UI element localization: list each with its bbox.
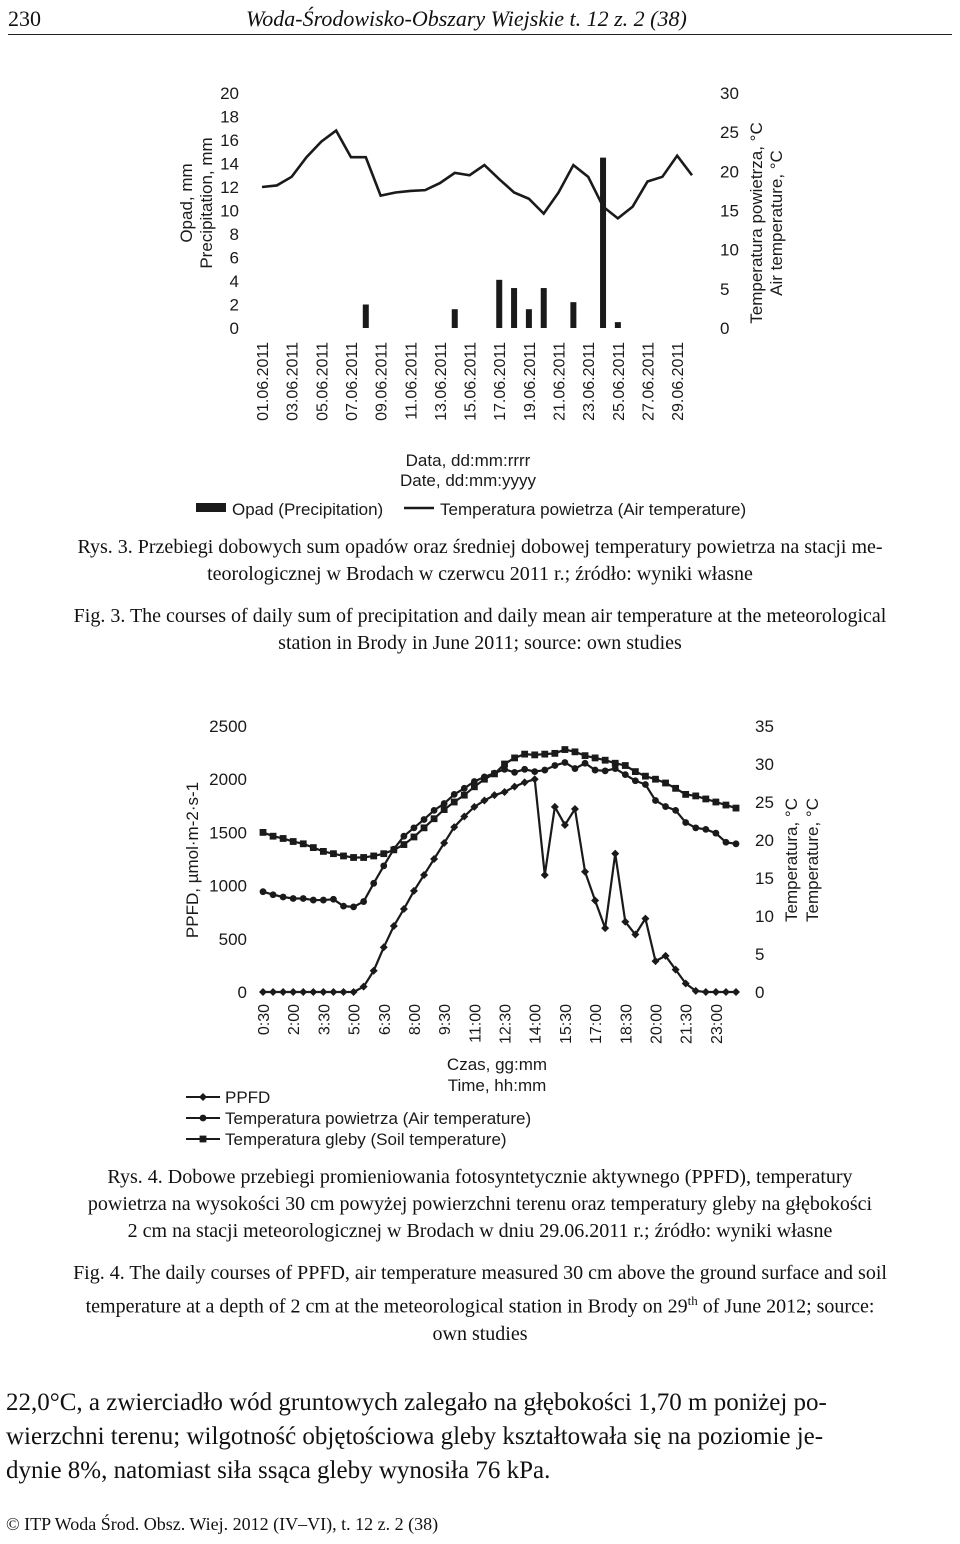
series-line-ppfd <box>263 779 736 992</box>
x-tick-label: 09.06.2011 <box>373 342 391 421</box>
x-tick-label: 9:30 <box>437 1004 455 1036</box>
y-axis-title-right: Temperatura powietrza, °C <box>747 122 766 324</box>
data-point-soil-temperature <box>280 835 287 842</box>
data-point-air-temperature <box>541 767 548 774</box>
y-tick-label-left: 2 <box>229 295 239 315</box>
body-paragraph <box>6 1386 950 1488</box>
data-point-soil-temperature <box>521 751 528 758</box>
data-point-air-temperature <box>441 800 448 807</box>
data-point-soil-temperature <box>712 799 719 806</box>
y-tick-label-left: 6 <box>229 248 239 268</box>
data-point-air-temperature <box>733 840 740 847</box>
x-axis-title: Date, dd:mm:yyyy <box>399 471 537 490</box>
x-tick-label: 0:30 <box>256 1004 273 1036</box>
caption-line <box>20 1287 940 1321</box>
data-point-ppfd <box>521 778 529 786</box>
y-tick-label-left: 10 <box>220 201 239 221</box>
x-tick-label: 01.06.2011 <box>255 342 272 421</box>
data-point-ppfd <box>712 988 720 996</box>
data-point-ppfd <box>309 988 317 996</box>
data-point-air-temperature <box>360 898 367 905</box>
x-tick-label: 5:00 <box>346 1004 364 1036</box>
data-point-air-temperature <box>602 767 609 774</box>
data-point-air-temperature <box>380 862 387 869</box>
y-axis-title-right: Temperatura, °C <box>782 798 801 922</box>
journal-title: Woda-Środowisko-Obszary Wiejskie t. 12 z. 2 (38) <box>246 6 687 31</box>
data-point-soil-temperature <box>491 770 498 777</box>
data-point-air-temperature <box>280 894 287 901</box>
data-point-soil-temperature <box>270 833 277 840</box>
data-point-air-temperature <box>310 897 317 904</box>
data-point-ppfd <box>289 988 297 996</box>
data-point-air-temperature <box>451 791 458 798</box>
caption-line: powietrza na wysokości 30 cm powyżej powierzchni terenu oraz temperatury gleby na głębokości <box>87 1193 873 1215</box>
figure-4-caption-en <box>20 1260 940 1348</box>
data-point-soil-temperature <box>411 834 418 841</box>
data-point-ppfd <box>702 988 710 996</box>
data-point-ppfd <box>732 988 740 996</box>
data-point-ppfd <box>490 791 498 799</box>
data-point-soil-temperature <box>592 755 599 762</box>
data-point-air-temperature <box>712 830 719 837</box>
figure-3-caption-en <box>20 603 940 657</box>
data-point-soil-temperature <box>672 785 679 792</box>
figure-3-chart <box>0 78 960 530</box>
y-tick-label-left: 0 <box>229 319 239 338</box>
data-point-soil-temperature <box>260 829 267 836</box>
y-axis-title-right: Temperature, °C <box>803 798 822 922</box>
y-tick-label-right: 20 <box>720 162 739 182</box>
data-point-air-temperature <box>572 765 579 772</box>
data-point-ppfd <box>722 988 730 996</box>
data-point-soil-temperature <box>682 791 689 798</box>
data-point-air-temperature <box>330 896 337 903</box>
x-tick-label: 11:00 <box>467 1004 485 1043</box>
y-tick-label-left: 20 <box>220 84 239 103</box>
data-point-ppfd <box>531 775 539 783</box>
x-tick-label: 6:30 <box>376 1004 394 1036</box>
data-point-soil-temperature <box>421 824 428 831</box>
precipitation-bar <box>511 288 517 328</box>
precipitation-bar <box>600 158 606 328</box>
y-tick-label-right: 10 <box>755 907 774 926</box>
x-tick-label: 21:30 <box>678 1004 696 1045</box>
legend-swatch-precipitation <box>196 503 226 512</box>
data-point-soil-temperature <box>461 792 468 799</box>
x-axis-title: Time, hh:mm <box>447 1076 547 1095</box>
page-footer: © ITP Woda Środ. Obsz. Wiej. 2012 (IV–VI), t. 12 z. 2 (38) <box>6 1514 439 1534</box>
y-tick-label-left: 1000 <box>209 876 247 896</box>
legend-label: Temperatura powietrza (Air temperature) <box>225 1109 532 1128</box>
y-axis-title-right: Air temperature, °C <box>767 150 786 296</box>
data-point-soil-temperature <box>662 780 669 787</box>
y-tick-label-right: 35 <box>755 717 774 736</box>
data-point-air-temperature <box>370 880 377 887</box>
x-tick-label: 19.06.2011 <box>521 342 539 421</box>
data-point-soil-temperature <box>481 776 488 783</box>
y-tick-label-left: 2000 <box>209 770 247 790</box>
data-point-air-temperature <box>290 895 297 902</box>
figure-3-caption-pl <box>20 534 940 588</box>
data-point-air-temperature <box>300 895 307 902</box>
data-point-soil-temperature <box>380 850 387 857</box>
data-point-soil-temperature <box>642 773 649 780</box>
y-tick-label-left: 12 <box>220 178 239 197</box>
data-point-soil-temperature <box>723 802 730 809</box>
data-point-soil-temperature <box>501 761 508 768</box>
air-temperature-line <box>262 131 692 219</box>
data-point-ppfd <box>501 788 509 796</box>
data-point-soil-temperature <box>370 853 377 860</box>
x-tick-label: 2:00 <box>286 1004 304 1036</box>
paragraph-line: 22,0°C, a zwierciadło wód gruntowych zalegało na głębokości 1,70 m poniżej po- <box>6 1389 827 1416</box>
data-point-ppfd <box>329 988 337 996</box>
data-point-air-temperature <box>431 807 438 814</box>
data-point-ppfd <box>651 957 659 965</box>
data-point-ppfd <box>541 871 549 879</box>
data-point-air-temperature <box>592 767 599 774</box>
data-point-soil-temperature <box>350 854 357 861</box>
data-point-soil-temperature <box>451 799 458 806</box>
figure-4-caption-pl <box>20 1164 940 1245</box>
data-point-air-temperature <box>723 839 730 846</box>
y-tick-label-right: 30 <box>720 84 739 103</box>
legend-label: Opad (Precipitation) <box>232 500 384 519</box>
data-point-ppfd <box>279 988 287 996</box>
data-point-soil-temperature <box>551 750 558 757</box>
data-point-ppfd <box>319 988 327 996</box>
caption-line: Rys. 3. Przebiegi dobowych sum opadów oraz średniej dobowej temperatury powietrza na stacji me- <box>77 536 883 558</box>
data-point-soil-temperature <box>290 838 297 845</box>
data-point-soil-temperature <box>431 815 438 822</box>
data-point-soil-temperature <box>471 783 478 790</box>
data-point-soil-temperature <box>602 757 609 764</box>
data-point-ppfd <box>611 850 619 858</box>
data-point-air-temperature <box>632 777 639 784</box>
y-tick-label-left: 0 <box>237 983 247 1002</box>
data-point-air-temperature <box>672 807 679 814</box>
data-point-air-temperature <box>531 768 538 775</box>
legend-marker <box>199 1093 207 1101</box>
y-tick-label-right: 15 <box>755 869 774 888</box>
x-tick-label: 14:00 <box>527 1004 545 1045</box>
data-point-soil-temperature <box>733 805 740 812</box>
data-point-air-temperature <box>692 824 699 831</box>
data-point-ppfd <box>299 988 307 996</box>
data-point-air-temperature <box>582 760 589 767</box>
data-point-air-temperature <box>350 903 357 910</box>
data-point-soil-temperature <box>300 840 307 847</box>
y-tick-label-left: 18 <box>220 107 239 127</box>
legend-marker <box>200 1115 207 1122</box>
data-point-ppfd <box>591 896 599 904</box>
y-tick-label-right: 30 <box>755 755 774 774</box>
data-point-soil-temperature <box>572 748 579 755</box>
caption-fragment: of June 2012; source: <box>697 1295 875 1318</box>
data-point-soil-temperature <box>330 850 337 857</box>
x-tick-label: 03.06.2011 <box>284 342 302 421</box>
data-point-soil-temperature <box>692 793 699 800</box>
data-point-soil-temperature <box>612 760 619 767</box>
caption-line: teorologicznej w Brodach w czerwcu 2011 r.; źródło: wyniki własne <box>207 563 753 585</box>
precipitation-bar <box>452 309 458 328</box>
data-point-soil-temperature <box>400 841 407 848</box>
x-tick-label: 05.06.2011 <box>314 342 332 421</box>
data-point-soil-temperature <box>340 853 347 860</box>
data-point-soil-temperature <box>360 854 367 861</box>
x-tick-label: 12:30 <box>497 1004 515 1045</box>
y-tick-label-right: 0 <box>755 983 765 1002</box>
y-tick-label-left: 4 <box>229 272 239 291</box>
data-point-air-temperature <box>260 888 267 895</box>
data-point-air-temperature <box>400 833 407 840</box>
data-point-air-temperature <box>702 826 709 833</box>
data-point-ppfd <box>601 924 609 932</box>
paragraph-line: wierzchni terenu; wilgotność objętościowa gleby kształtowała się na poziomie je- <box>6 1423 824 1450</box>
caption-line: Fig. 4. The daily courses of PPFD, air temperature measured 30 cm above the ground surface and soil <box>73 1262 887 1284</box>
x-tick-label: 17:00 <box>588 1004 606 1045</box>
data-point-ppfd <box>269 988 277 996</box>
x-tick-label: 23:00 <box>708 1004 726 1045</box>
y-tick-label-left: 8 <box>229 225 239 244</box>
data-point-air-temperature <box>642 781 649 788</box>
y-tick-label-right: 0 <box>720 319 730 338</box>
data-point-air-temperature <box>562 759 569 766</box>
data-point-air-temperature <box>320 897 327 904</box>
y-tick-label-left: 14 <box>220 154 239 174</box>
y-tick-label-right: 5 <box>755 945 765 964</box>
legend-marker <box>200 1136 207 1143</box>
y-tick-label-right: 25 <box>720 123 739 143</box>
caption-line: station in Brody in June 2011; source: own studies <box>278 632 682 654</box>
x-tick-label: 17.06.2011 <box>492 342 510 421</box>
data-point-soil-temperature <box>541 751 548 758</box>
page-number: 230 <box>8 6 41 31</box>
data-point-soil-temperature <box>582 752 589 759</box>
data-point-air-temperature <box>662 803 669 810</box>
caption-superscript: th <box>687 1293 698 1308</box>
data-point-soil-temperature <box>632 768 639 775</box>
y-tick-label-left: 1500 <box>209 823 247 843</box>
y-axis-title-left: Opad, mm <box>177 163 196 243</box>
x-tick-label: 25.06.2011 <box>610 342 628 421</box>
data-point-ppfd <box>259 988 267 996</box>
data-point-soil-temperature <box>652 776 659 783</box>
paragraph-line: dynie 8%, natomiast siła ssąca gleby wynosiła 76 kPa. <box>6 1457 551 1484</box>
caption-line: own studies <box>432 1322 528 1345</box>
legend-label: Temperatura gleby (Soil temperature) <box>225 1130 507 1149</box>
data-point-ppfd <box>340 988 348 996</box>
data-point-ppfd <box>380 943 388 951</box>
y-tick-label-left: 500 <box>218 929 247 949</box>
y-tick-label-right: 15 <box>720 201 739 221</box>
data-point-air-temperature <box>551 762 558 769</box>
data-point-soil-temperature <box>511 755 518 762</box>
y-tick-label-right: 10 <box>720 240 739 260</box>
x-tick-label: 27.06.2011 <box>640 342 658 421</box>
data-point-soil-temperature <box>562 746 569 753</box>
y-tick-label-left: 16 <box>220 131 239 150</box>
caption-line: Fig. 3. The courses of daily sum of precipitation and daily mean air temperature at the meteorological <box>73 605 887 627</box>
legend-label: PPFD <box>225 1088 271 1107</box>
y-tick-label-right: 5 <box>720 279 730 299</box>
y-tick-label-left: 2500 <box>209 717 247 736</box>
data-point-air-temperature <box>511 769 518 776</box>
x-tick-label: 07.06.2011 <box>343 342 361 421</box>
precipitation-bar <box>615 322 621 328</box>
data-point-soil-temperature <box>310 844 317 851</box>
x-tick-label: 13.06.2011 <box>432 342 450 421</box>
data-point-air-temperature <box>411 824 418 831</box>
x-tick-label: 8:00 <box>406 1004 424 1036</box>
page-header <box>8 4 952 35</box>
data-point-air-temperature <box>622 771 629 778</box>
x-tick-label: 29.06.2011 <box>670 342 688 421</box>
data-point-ppfd <box>581 868 589 876</box>
x-tick-label: 15.06.2011 <box>462 342 480 421</box>
legend-label: Temperatura powietrza (Air temperature) <box>440 500 747 519</box>
x-tick-label: 20:00 <box>648 1004 666 1045</box>
x-tick-label: 23.06.2011 <box>581 342 599 421</box>
x-tick-label: 21.06.2011 <box>551 342 569 421</box>
x-tick-label: 15:30 <box>557 1004 575 1045</box>
y-tick-label-right: 25 <box>755 793 774 812</box>
data-point-soil-temperature <box>622 762 629 769</box>
data-point-air-temperature <box>421 816 428 823</box>
data-point-air-temperature <box>682 819 689 826</box>
y-axis-title-left: PPFD, µmol·m-2·s-1 <box>183 781 202 939</box>
precipitation-bar <box>570 302 576 328</box>
precipitation-bar <box>526 309 532 328</box>
precipitation-bar <box>496 280 502 328</box>
y-axis-title-left: Precipitation, mm <box>197 137 216 269</box>
data-point-air-temperature <box>652 797 659 804</box>
precipitation-bar <box>541 288 547 328</box>
data-point-air-temperature <box>270 891 277 898</box>
caption-line: Rys. 4. Dobowe przebiegi promieniowania fotosyntetycznie aktywnego (PPFD), temperatury <box>107 1166 853 1188</box>
data-point-soil-temperature <box>390 846 397 853</box>
data-point-soil-temperature <box>320 848 327 855</box>
x-tick-label: 3:30 <box>316 1004 334 1036</box>
data-point-air-temperature <box>340 903 347 910</box>
caption-fragment: temperature at a depth of 2 cm at the meteorological station in Brody on 29 <box>85 1295 688 1318</box>
data-point-soil-temperature <box>531 751 538 758</box>
x-tick-label: 11.06.2011 <box>403 342 421 420</box>
data-point-ppfd <box>350 988 358 996</box>
precipitation-bar <box>363 305 369 329</box>
data-point-soil-temperature <box>441 806 448 813</box>
x-axis-title: Czas, gg:mm <box>446 1055 548 1074</box>
y-tick-label-right: 20 <box>755 831 774 850</box>
data-point-air-temperature <box>461 785 468 792</box>
x-axis-title: Data, dd:mm:rrrr <box>405 451 531 470</box>
caption-line: 2 cm na stacji meteorologicznej w Brodach w dniu 29.06.2011 r.; źródło: wyniki własne <box>127 1220 833 1242</box>
data-point-soil-temperature <box>702 796 709 803</box>
data-point-ppfd <box>511 783 519 791</box>
data-point-air-temperature <box>521 766 528 773</box>
x-tick-label: 18:30 <box>618 1004 636 1045</box>
figure-4-chart <box>0 700 960 1156</box>
